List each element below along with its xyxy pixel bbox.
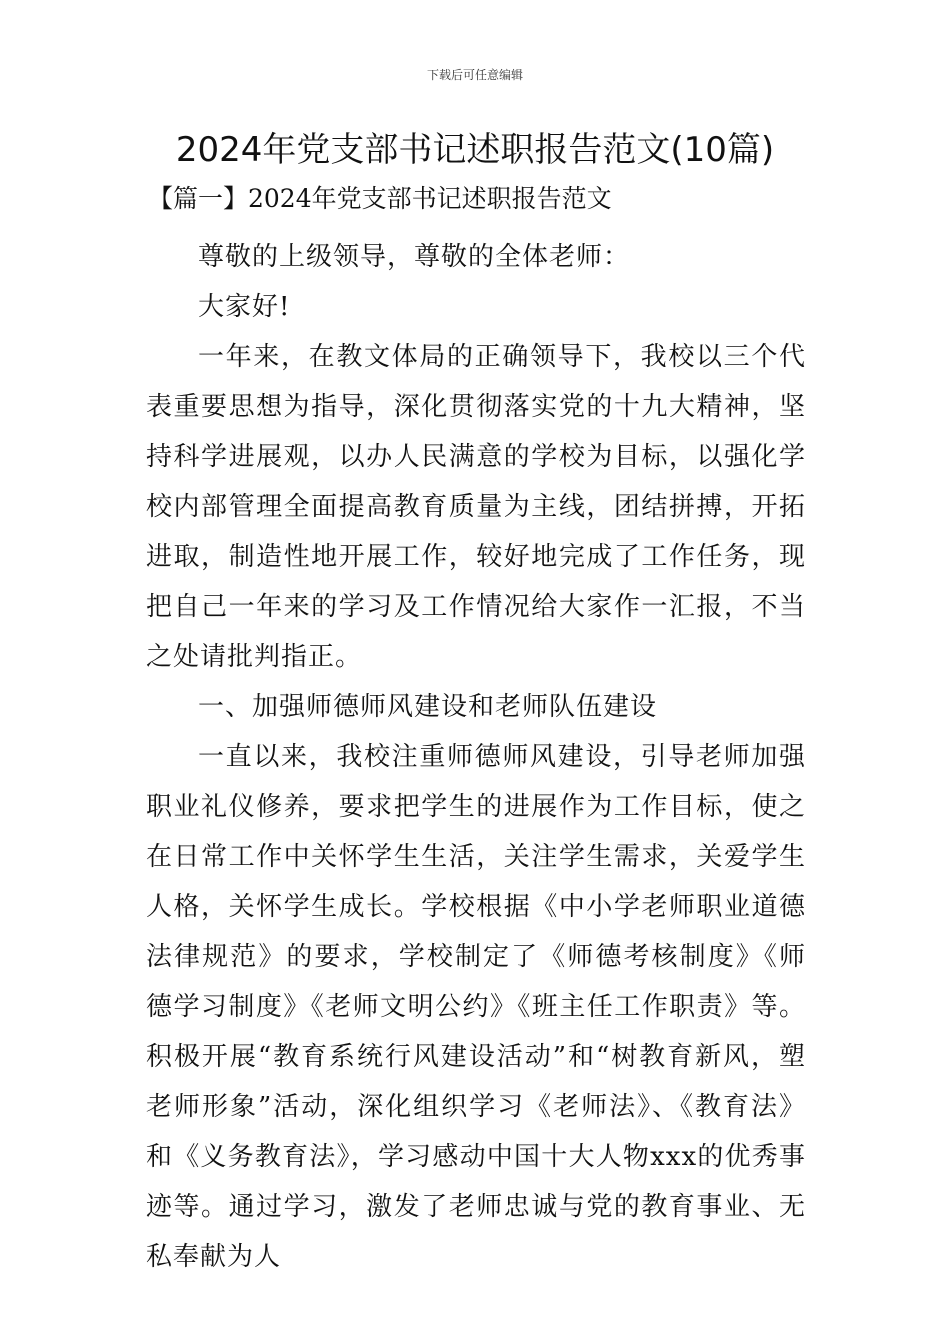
salutation-paragraph: 尊敬的上级领导，尊敬的全体老师：	[198, 242, 631, 272]
greeting-paragraph: 大家好!	[198, 292, 291, 322]
section-heading: 【篇一】2024年党支部书记述职报告范文	[148, 184, 612, 213]
body-paragraph: 一直以来，我校注重师德师风建设，引导老师加强职业礼仪修养，要求把学生的进展作为工作目标，使之在日常工作中关怀学生生活，关注学生需求，关爱学生人格，关怀学生成长。学校根据《中小学老师职业道德法律规范》的要求，学校制定了《师德考核制度》《师德学习制度》《老师文明公约》《班主任工作职责》等。积极开展“教育系统行风建设活动”和“树教育新风，塑老师形象”活动，深化组织学习《老师法》、《教育法》和《义务教育法》，学习感动中国十大人物xxx的优秀事迹等。通过学习，激发了老师忠诚与党的教育事业、无私奉献为人	[146, 742, 806, 1272]
download-note: 下载后可任意编辑	[426, 68, 523, 82]
subheading-paragraph: 一、加强师德师风建设和老师队伍建设	[198, 692, 658, 722]
document-body	[146, 232, 806, 1282]
document-title: 2024年党支部书记述职报告范文(10篇)	[175, 130, 775, 170]
intro-paragraph: 一年来，在教文体局的正确领导下，我校以三个代表重要思想为指导，深化贯彻落实党的十九大精神，坚持科学进展观，以办人民满意的学校为目标，以强化学校内部管理全面提高教育质量为主线，团结拼搏，开拓进取，制造性地开展工作，较好地完成了工作任务，现把自己一年来的学习及工作情况给大家作一汇报，不当之处请批判指正。	[146, 342, 806, 672]
